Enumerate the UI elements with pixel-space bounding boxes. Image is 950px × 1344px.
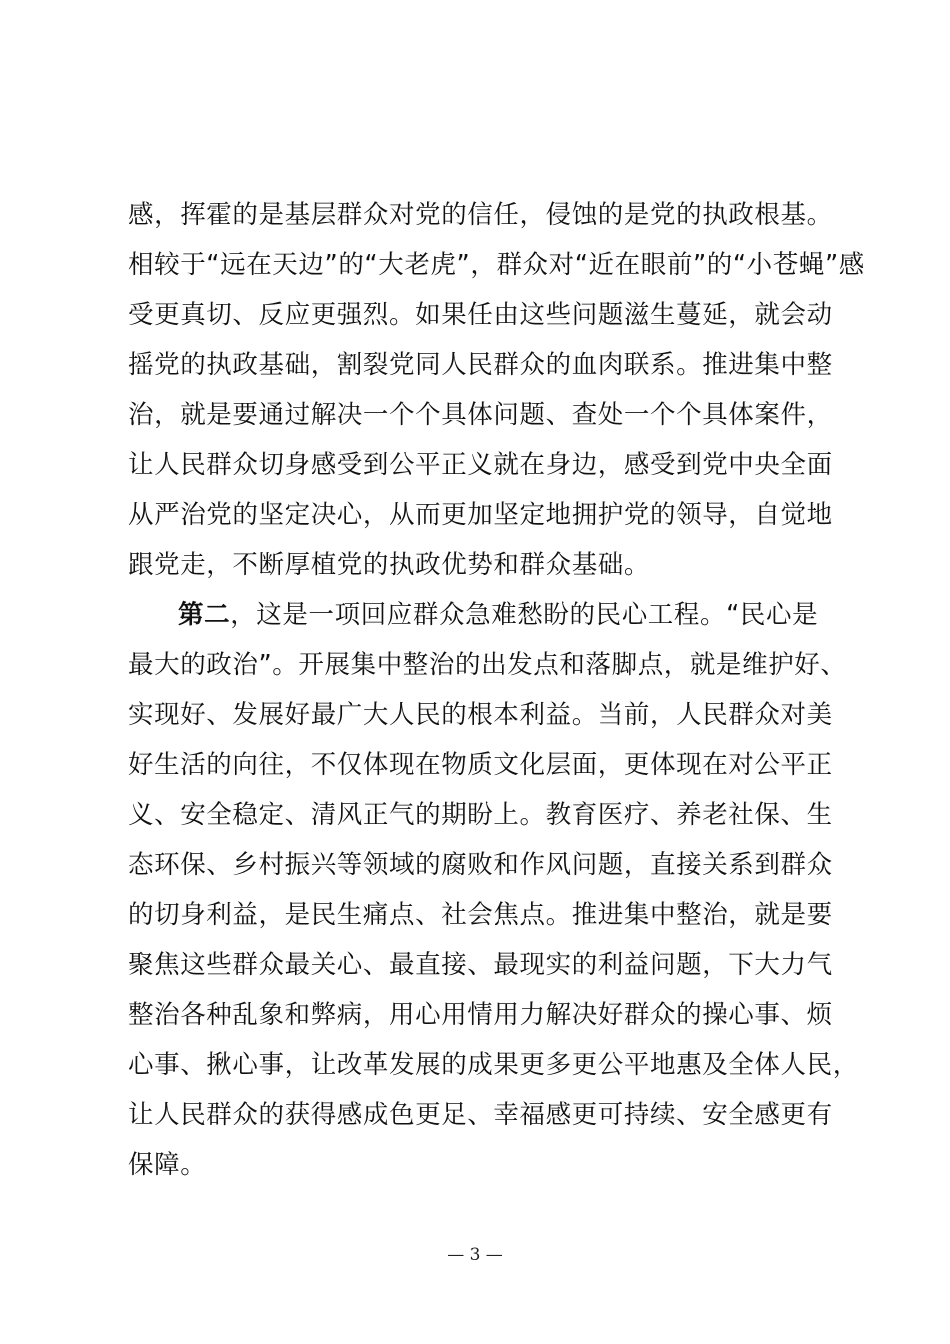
text-line: 义、安全稳定、清风正气的期盼上。教育医疗、养老社保、生 [128, 800, 833, 830]
paragraph-1 [128, 190, 865, 590]
text-line: 从严治党的坚定决心，从而更加坚定地拥护党的领导，自觉地 [128, 500, 833, 530]
text-line: 受更真切、反应更强烈。如果任由这些问题滋生蔓延，就会动 [128, 300, 833, 330]
text-line: 实现好、发展好最广大人民的根本利益。当前，人民群众对美 [128, 700, 833, 730]
text-line: 聚焦这些群众最关心、最直接、最现实的利益问题，下大力气 [128, 950, 833, 980]
text-line: 摇党的执政基础，割裂党同人民群众的血肉联系。推进集中整 [128, 350, 833, 380]
text-line: 保障。 [128, 1150, 207, 1180]
paragraph-lead: 第二 [178, 600, 231, 630]
text-line: 跟党走，不断厚植党的执政优势和群众基础。 [128, 550, 651, 580]
text-line: 治，就是要通过解决一个个具体问题、查处一个个具体案件， [128, 400, 833, 430]
text-line: 让人民群众切身感受到公平正义就在身边，感受到党中央全面 [128, 450, 833, 480]
text-line: 相较于“远在天边”的“大老虎”，群众对“近在眼前”的“小苍蝇”感 [128, 250, 865, 280]
paragraph-first-line [128, 590, 828, 640]
text-line: 感，挥霍的是基层群众对党的信任，侵蚀的是党的执政根基。 [128, 200, 833, 230]
page-number: — 3 — [447, 1245, 503, 1265]
text-line-rest: ，这是一项回应群众急难愁盼的民心工程。“民心是 [230, 600, 819, 630]
text-line: 的切身利益，是民生痛点、社会焦点。推进集中整治，就是要 [128, 900, 833, 930]
text-line: 心事、揪心事，让改革发展的成果更多更公平地惠及全体人民， [128, 1050, 859, 1080]
body-text [128, 190, 865, 1190]
text-line: 整治各种乱象和弊病，用心用情用力解决好群众的操心事、烦 [128, 1000, 833, 1030]
text-line: 态环保、乡村振兴等领域的腐败和作风问题，直接关系到群众 [128, 850, 833, 880]
text-line: 让人民群众的获得感成色更足、幸福感更可持续、安全感更有 [128, 1100, 833, 1130]
text-line: 最大的政治”。开展集中整治的出发点和落脚点，就是维护好、 [128, 650, 847, 680]
paragraph-2 [128, 590, 859, 1190]
text-line: 好生活的向往，不仅体现在物质文化层面，更体现在对公平正 [128, 750, 833, 780]
